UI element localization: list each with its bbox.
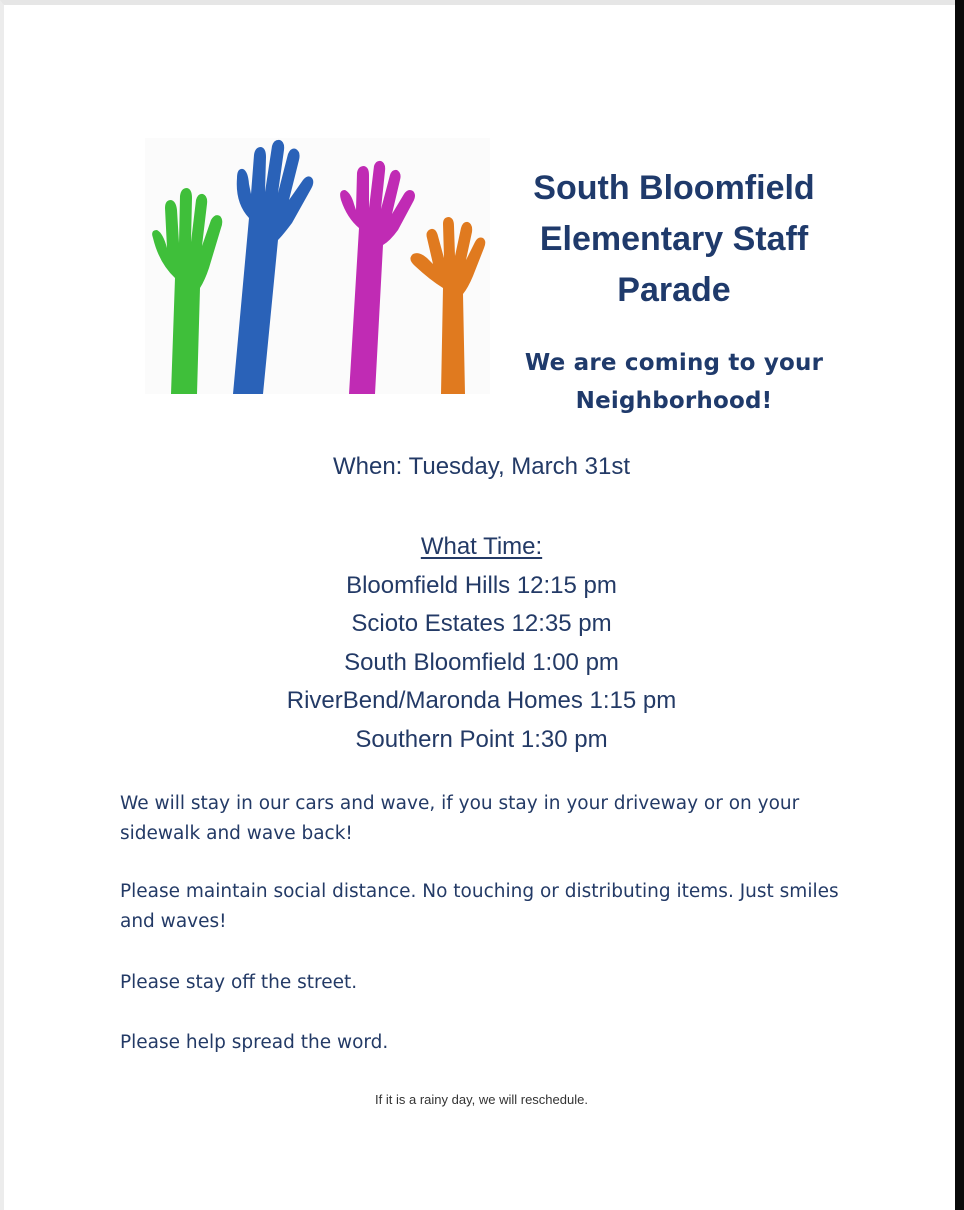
subtitle-line: Neighborhood! xyxy=(575,388,773,414)
flyer-subtitle xyxy=(504,344,844,420)
magenta-hand-icon xyxy=(340,161,415,394)
note-social-distance: Please maintain social distance. No touching or distributing items. Just smiles and waves! xyxy=(120,881,839,932)
blue-hand-icon xyxy=(233,140,313,394)
note-stay-off-street: Please stay off the street. xyxy=(120,972,358,993)
schedule-item: RiverBend/Maronda Homes 1:15 pm xyxy=(286,687,677,714)
title-line: Parade xyxy=(617,271,731,309)
schedule-item: South Bloomfield 1:00 pm xyxy=(344,648,619,676)
schedule-item: Bloomfield Hills 12:15 pm xyxy=(346,571,617,599)
schedule-item: Southern Point 1:30 pm xyxy=(355,725,608,753)
note-spread-word: Please help spread the word. xyxy=(120,1032,389,1053)
flyer-title xyxy=(504,163,844,316)
note-wave: We will stay in our cars and wave, if you stay in your driveway or on your sidewalk and wave back! xyxy=(120,793,800,844)
subtitle-line: We are coming to your xyxy=(524,350,824,376)
orange-hand-icon xyxy=(410,217,485,394)
schedule-heading: What Time: xyxy=(420,533,543,560)
rain-notice: If it is a rainy day, we will reschedule. xyxy=(375,1092,588,1107)
title-line: Elementary Staff xyxy=(539,220,809,258)
raised-hands-illustration xyxy=(145,138,490,394)
title-line: South Bloomfield xyxy=(533,169,815,207)
event-date: When: Tuesday, March 31st xyxy=(332,453,631,480)
schedule-item: Scioto Estates 12:35 pm xyxy=(351,610,612,637)
green-hand-icon xyxy=(152,188,222,394)
screen-edge xyxy=(955,0,964,1210)
time-schedule xyxy=(104,528,859,759)
